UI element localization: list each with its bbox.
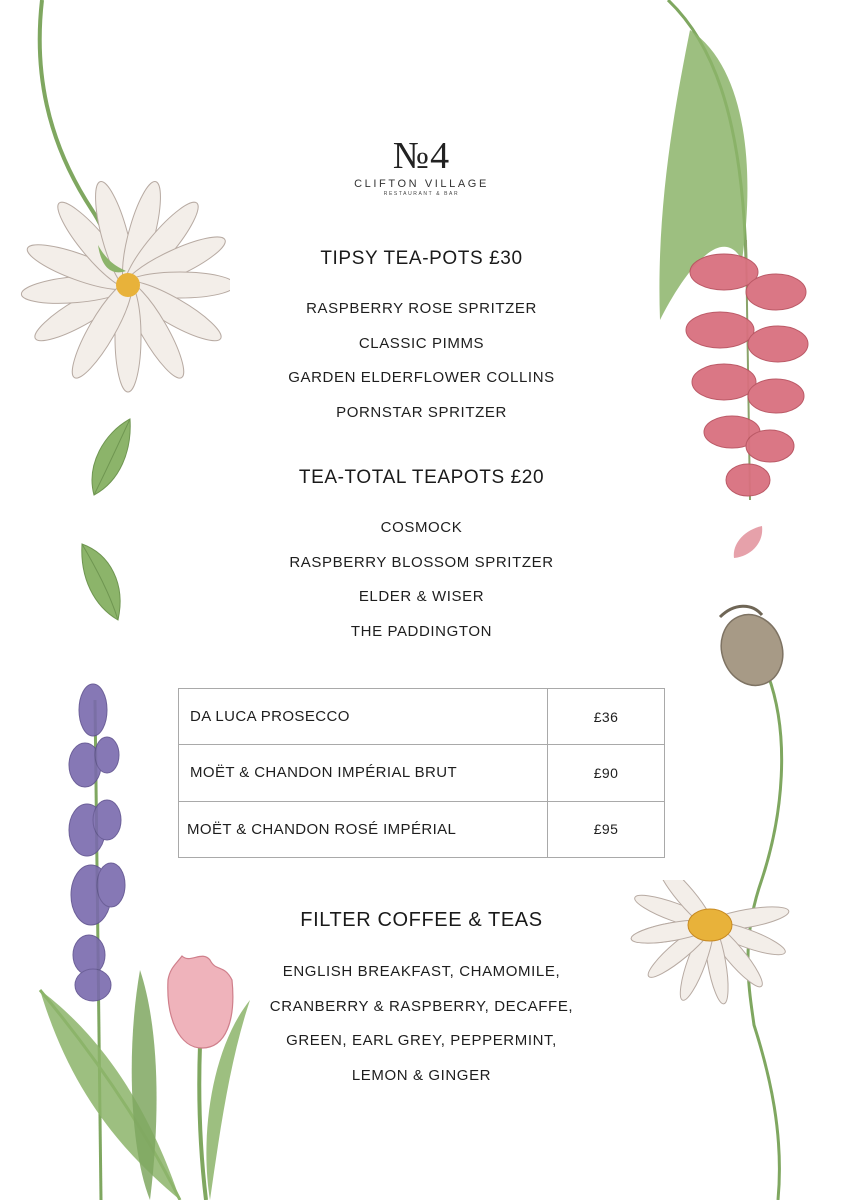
- menu-item: PORNSTAR SPRITZER: [336, 403, 507, 421]
- menu-item: CLASSIC PIMMS: [358, 334, 485, 352]
- list-item: GREEN, EARL GREY, PEPPERMINT,: [286, 1032, 557, 1049]
- wine-name: MOËT & CHANDON ROSÉ IMPÉRIAL: [179, 801, 548, 857]
- list-item: ENGLISH BREAKFAST, CHAMOMILE,: [282, 963, 561, 980]
- logo-subtitle: RESTAURANT & BAR: [383, 191, 460, 197]
- table-row: [179, 689, 665, 745]
- menu-item: GARDEN ELDERFLOWER COLLINS: [288, 369, 555, 386]
- coffee-tea-list: [0, 955, 843, 1093]
- wine-price: £90: [548, 745, 665, 801]
- section-heading-tea-total-teapots: TEA-TOTAL TEAPOTS £20: [298, 467, 545, 488]
- menu-item: RASPBERRY ROSE SPRITZER: [306, 300, 537, 317]
- logo-name: CLIFTON VILLAGE: [354, 178, 489, 190]
- wine-name: MOËT & CHANDON IMPÉRIAL BRUT: [179, 745, 548, 801]
- wine-price: £95: [548, 801, 665, 857]
- menu-item: COSMOCK: [380, 519, 463, 536]
- wine-name: DA LUCA PROSECCO: [179, 689, 548, 745]
- list-item: CRANBERRY & RASPBERRY, DECAFFE,: [269, 997, 574, 1015]
- restaurant-logo: [0, 136, 843, 197]
- table-row: [179, 801, 665, 857]
- section-heading-filter-coffee-teas: FILTER COFFEE & TEAS: [300, 909, 543, 931]
- list-item: LEMON & GINGER: [351, 1066, 492, 1084]
- section-heading-tipsy-tea-pots: TIPSY TEA-POTS £30: [320, 248, 523, 269]
- menu-item: THE PADDINGTON: [350, 622, 493, 640]
- table-row: [179, 745, 665, 801]
- wine-price: £36: [548, 689, 665, 745]
- logo-mark: №4: [392, 135, 451, 177]
- menu-item: RASPBERRY BLOSSOM SPRITZER: [289, 553, 554, 571]
- menu-list-tipsy-tea-pots: [0, 292, 843, 430]
- menu-item: ELDER & WISER: [358, 588, 485, 605]
- menu-list-tea-total-teapots: [0, 511, 843, 649]
- sparkling-wine-table: [178, 688, 665, 858]
